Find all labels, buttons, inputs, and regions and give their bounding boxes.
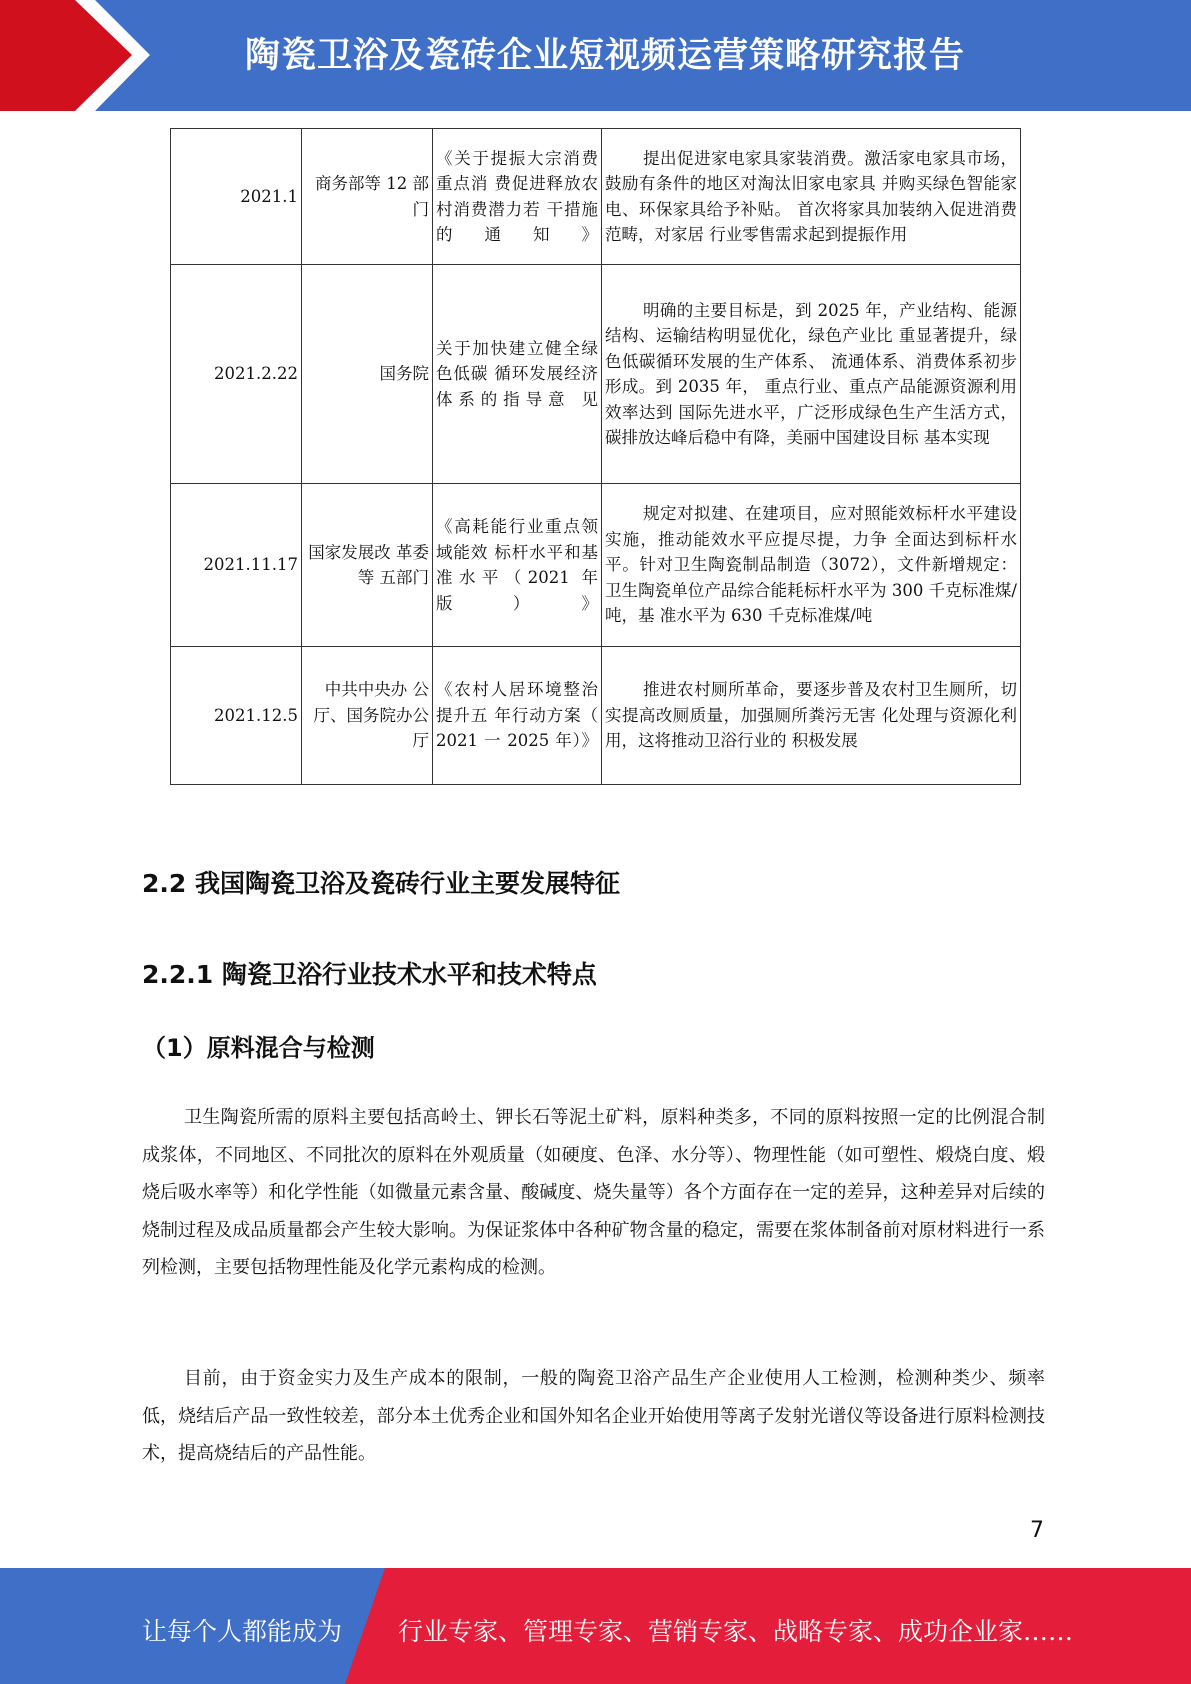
policy-date: 2021.11.17 bbox=[171, 484, 302, 647]
policy-date: 2021.12.5 bbox=[171, 647, 302, 785]
footer-slogan-right: 行业专家、管理专家、营销专家、战略专家、成功企业家…… bbox=[398, 1617, 1074, 1646]
policy-document: 《关于提振大宗消费重点消 费促进释放农 村消费潜力若 干措施的通知》 bbox=[433, 129, 602, 265]
subsection-heading: 2.2.1 陶瓷卫浴行业技术水平和技术特点 bbox=[142, 960, 597, 989]
policy-description bbox=[602, 647, 1021, 785]
policy-date: 2021.2.22 bbox=[171, 265, 302, 484]
policy-department: 商务部等 12 部门 bbox=[302, 129, 433, 265]
policy-department: 中共中央办 公厅、国务院办公厅 bbox=[302, 647, 433, 785]
policy-description-text: 明确的主要目标是，到 2025 年，产业结构、能源结构、运输结构明显优化，绿色产业比 重显著提升，绿色低碳循环发展的生产体系、 流通体系、消费体系初步形成。到 2035 年， 重点行业、重点产品能源资源利用效率达到 国际先进水平，广泛形成绿色生产生活方式， 碳排放达峰后稳中有降，美丽中国建设目标 基本实现 bbox=[605, 300, 1017, 447]
table-row bbox=[171, 484, 1021, 647]
table-row bbox=[171, 129, 1021, 265]
page-footer bbox=[0, 1568, 1191, 1684]
policy-document: 《高耗能行业重点领域能效 标杆水平和基 准水平（2021 年 版）》 bbox=[433, 484, 602, 647]
table-row bbox=[171, 647, 1021, 785]
policy-description bbox=[602, 129, 1021, 265]
report-title: 陶瓷卫浴及瓷砖企业短视频运营策略研究报告 bbox=[245, 36, 966, 76]
footer-slogan-left: 让每个人都能成为 bbox=[142, 1617, 343, 1646]
policy-description bbox=[602, 265, 1021, 484]
policy-description-text: 推进农村厕所革命，要逐步普及农村卫生厕所，切实提高改厕质量，加强厕所粪污无害 化处理与资源化利用，这将推动卫浴行业的 积极发展 bbox=[605, 680, 1017, 751]
policy-table bbox=[170, 128, 1021, 785]
policy-description bbox=[602, 484, 1021, 647]
policy-description-text: 提出促进家电家具家装消费。激活家电家具市场，鼓励有条件的地区对淘汰旧家电家具 并购买绿色智能家电、环保家具给予补贴。 首次将家具加装纳入促进消费范畴，对家居 行业零售需求起到提振作用 bbox=[605, 148, 1017, 244]
policy-date: 2021.1 bbox=[171, 129, 302, 265]
page-header bbox=[0, 0, 1191, 111]
table-row bbox=[171, 265, 1021, 484]
body-paragraph: 卫生陶瓷所需的原料主要包括高岭土、钾长石等泥土矿料，原料种类多，不同的原料按照一定的比例混合制成浆体，不同地区、不同批次的原料在外观质量（如硬度、色泽、水分等）、物理性能（如可塑性、煅烧白度、煅烧后吸水率等）和化学性能（如微量元素含量、酸碱度、烧失量等）各个方面存在一定的差异，这种差异对后续的烧制过程及成品质量都会产生较大影响。为保证浆体中各种矿物含量的稳定，需要在浆体制备前对原材料进行一系列检测，主要包括物理性能及化学元素构成的检测。 bbox=[142, 1107, 1045, 1278]
header-chevron-icon bbox=[0, 0, 132, 111]
body-paragraph: 目前，由于资金实力及生产成本的限制，一般的陶瓷卫浴产品生产企业使用人工检测，检测种类少、频率低，烧结后产品一致性较差，部分本土优秀企业和国外知名企业开始使用等离子发射光谱仪等设备进行原料检测技术，提高烧结后的产品性能。 bbox=[142, 1368, 1045, 1464]
policy-document: 《农村人居环境整治提升五 年行动方案（ 2021 一 2025 年）》 bbox=[433, 647, 602, 785]
section-heading: 2.2 我国陶瓷卫浴及瓷砖行业主要发展特征 bbox=[142, 869, 620, 898]
page-number: 7 bbox=[1030, 1518, 1044, 1543]
policy-document: 关于加快建立健全绿色低碳 循环发展经济 体系的指导意 见 bbox=[433, 265, 602, 484]
policy-description-text: 规定对拟建、在建项目，应对照能效标杆水平建设实施，推动能效水平应提尽提，力争 全面达到标杆水平。针对卫生陶瓷制品制造（3072），文件新增规定：卫生陶瓷单位产品综合能耗标杆水平为 300 千克标准煤/吨，基 准水平为 630 千克标准煤/吨 bbox=[605, 504, 1017, 626]
policy-department: 国务院 bbox=[302, 265, 433, 484]
topic-heading: （1）原料混合与检测 bbox=[142, 1034, 375, 1062]
policy-department: 国家发展改 革委等 五部门 bbox=[302, 484, 433, 647]
